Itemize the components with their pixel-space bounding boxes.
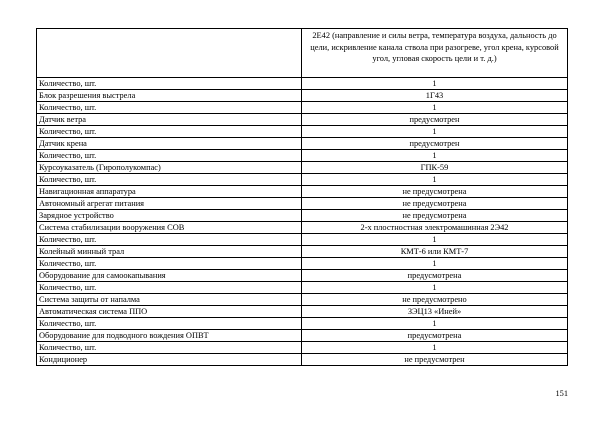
table-header-row [37, 29, 568, 78]
table-row [37, 270, 568, 282]
row-label-cell: Количество, шт. [37, 126, 302, 138]
row-label-cell: Колейный минный трал [37, 246, 302, 258]
row-label-cell: Зарядное устройство [37, 210, 302, 222]
row-value-cell: 1 [302, 234, 568, 246]
row-label-cell: Количество, шт. [37, 78, 302, 90]
row-value-cell: предусмотрена [302, 330, 568, 342]
table-row [37, 162, 568, 174]
specification-table-body [37, 29, 568, 366]
table-row [37, 150, 568, 162]
row-value-cell: не предусмотрено [302, 294, 568, 306]
table-row [37, 126, 568, 138]
row-label-cell: Кондиционер [37, 354, 302, 366]
table-row [37, 294, 568, 306]
table-row [37, 318, 568, 330]
row-value-cell: 1 [302, 342, 568, 354]
table-row [37, 354, 568, 366]
row-label-cell: Блок разрешения выстрела [37, 90, 302, 102]
row-value-cell: предусмотрена [302, 270, 568, 282]
row-label-cell: Количество, шт. [37, 258, 302, 270]
row-label-cell: Датчик крена [37, 138, 302, 150]
table-row [37, 210, 568, 222]
table-row [37, 330, 568, 342]
row-label-cell: Количество, шт. [37, 234, 302, 246]
row-label-cell: Количество, шт. [37, 174, 302, 186]
row-value-cell: не предусмотрена [302, 186, 568, 198]
row-value-cell: 1 [302, 318, 568, 330]
table-row [37, 186, 568, 198]
row-label-cell: Курсоуказатель (Гирополукомпас) [37, 162, 302, 174]
row-value-cell: 1 [302, 126, 568, 138]
table-row [37, 114, 568, 126]
table-row [37, 306, 568, 318]
row-value-cell: предусмотрен [302, 138, 568, 150]
row-label-cell: Система защиты от напалма [37, 294, 302, 306]
row-value-cell: ГПК-59 [302, 162, 568, 174]
table-row [37, 246, 568, 258]
row-label-cell: Датчик ветра [37, 114, 302, 126]
table-row [37, 102, 568, 114]
table-row [37, 258, 568, 270]
row-label-cell: Количество, шт. [37, 102, 302, 114]
row-value-cell: 1 [302, 282, 568, 294]
row-value-cell: 1 [302, 174, 568, 186]
row-value-cell: 1 [302, 258, 568, 270]
table-row [37, 342, 568, 354]
table-row [37, 282, 568, 294]
row-label-cell: Оборудование для самоокапывания [37, 270, 302, 282]
row-value-cell: 1Г43 [302, 90, 568, 102]
row-value-cell: 1 [302, 102, 568, 114]
specification-table [36, 28, 568, 366]
row-value-cell: не предусмотрен [302, 354, 568, 366]
table-row [37, 78, 568, 90]
row-value-cell: предусмотрен [302, 114, 568, 126]
row-label-cell: Количество, шт. [37, 150, 302, 162]
row-label-cell: Количество, шт. [37, 318, 302, 330]
table-row [37, 198, 568, 210]
row-value-cell: КМТ-6 или КМТ-7 [302, 246, 568, 258]
row-value-cell: 1 [302, 78, 568, 90]
row-label-cell: Навигационная аппаратура [37, 186, 302, 198]
table-row [37, 90, 568, 102]
table-row [37, 222, 568, 234]
row-value-cell: 1 [302, 150, 568, 162]
row-label-cell: Количество, шт. [37, 342, 302, 354]
row-label-cell: Количество, шт. [37, 282, 302, 294]
row-value-cell: ЗЭЦ13 «Иней» [302, 306, 568, 318]
header-label-cell [37, 29, 302, 78]
row-value-cell: не предусмотрена [302, 210, 568, 222]
row-value-cell: 2-х плостностная электромашинная 2Э42 [302, 222, 568, 234]
row-value-cell: не предусмотрена [302, 198, 568, 210]
header-value-cell: 2Е42 (направление и силы ветра, температура воздуха, дальность до цели, искривление канала ствола при разогреве, угол крена, курсовой угол, угловая скорость цели и т. д.) [302, 29, 568, 78]
row-label-cell: Система стабилизации вооружения СОВ [37, 222, 302, 234]
row-label-cell: Автоматическая система ППО [37, 306, 302, 318]
row-label-cell: Оборудование для подводного вождения ОПВТ [37, 330, 302, 342]
table-row [37, 138, 568, 150]
page-number: 151 [555, 389, 568, 398]
table-row [37, 174, 568, 186]
row-label-cell: Автономный агрегат питания [37, 198, 302, 210]
table-row [37, 234, 568, 246]
